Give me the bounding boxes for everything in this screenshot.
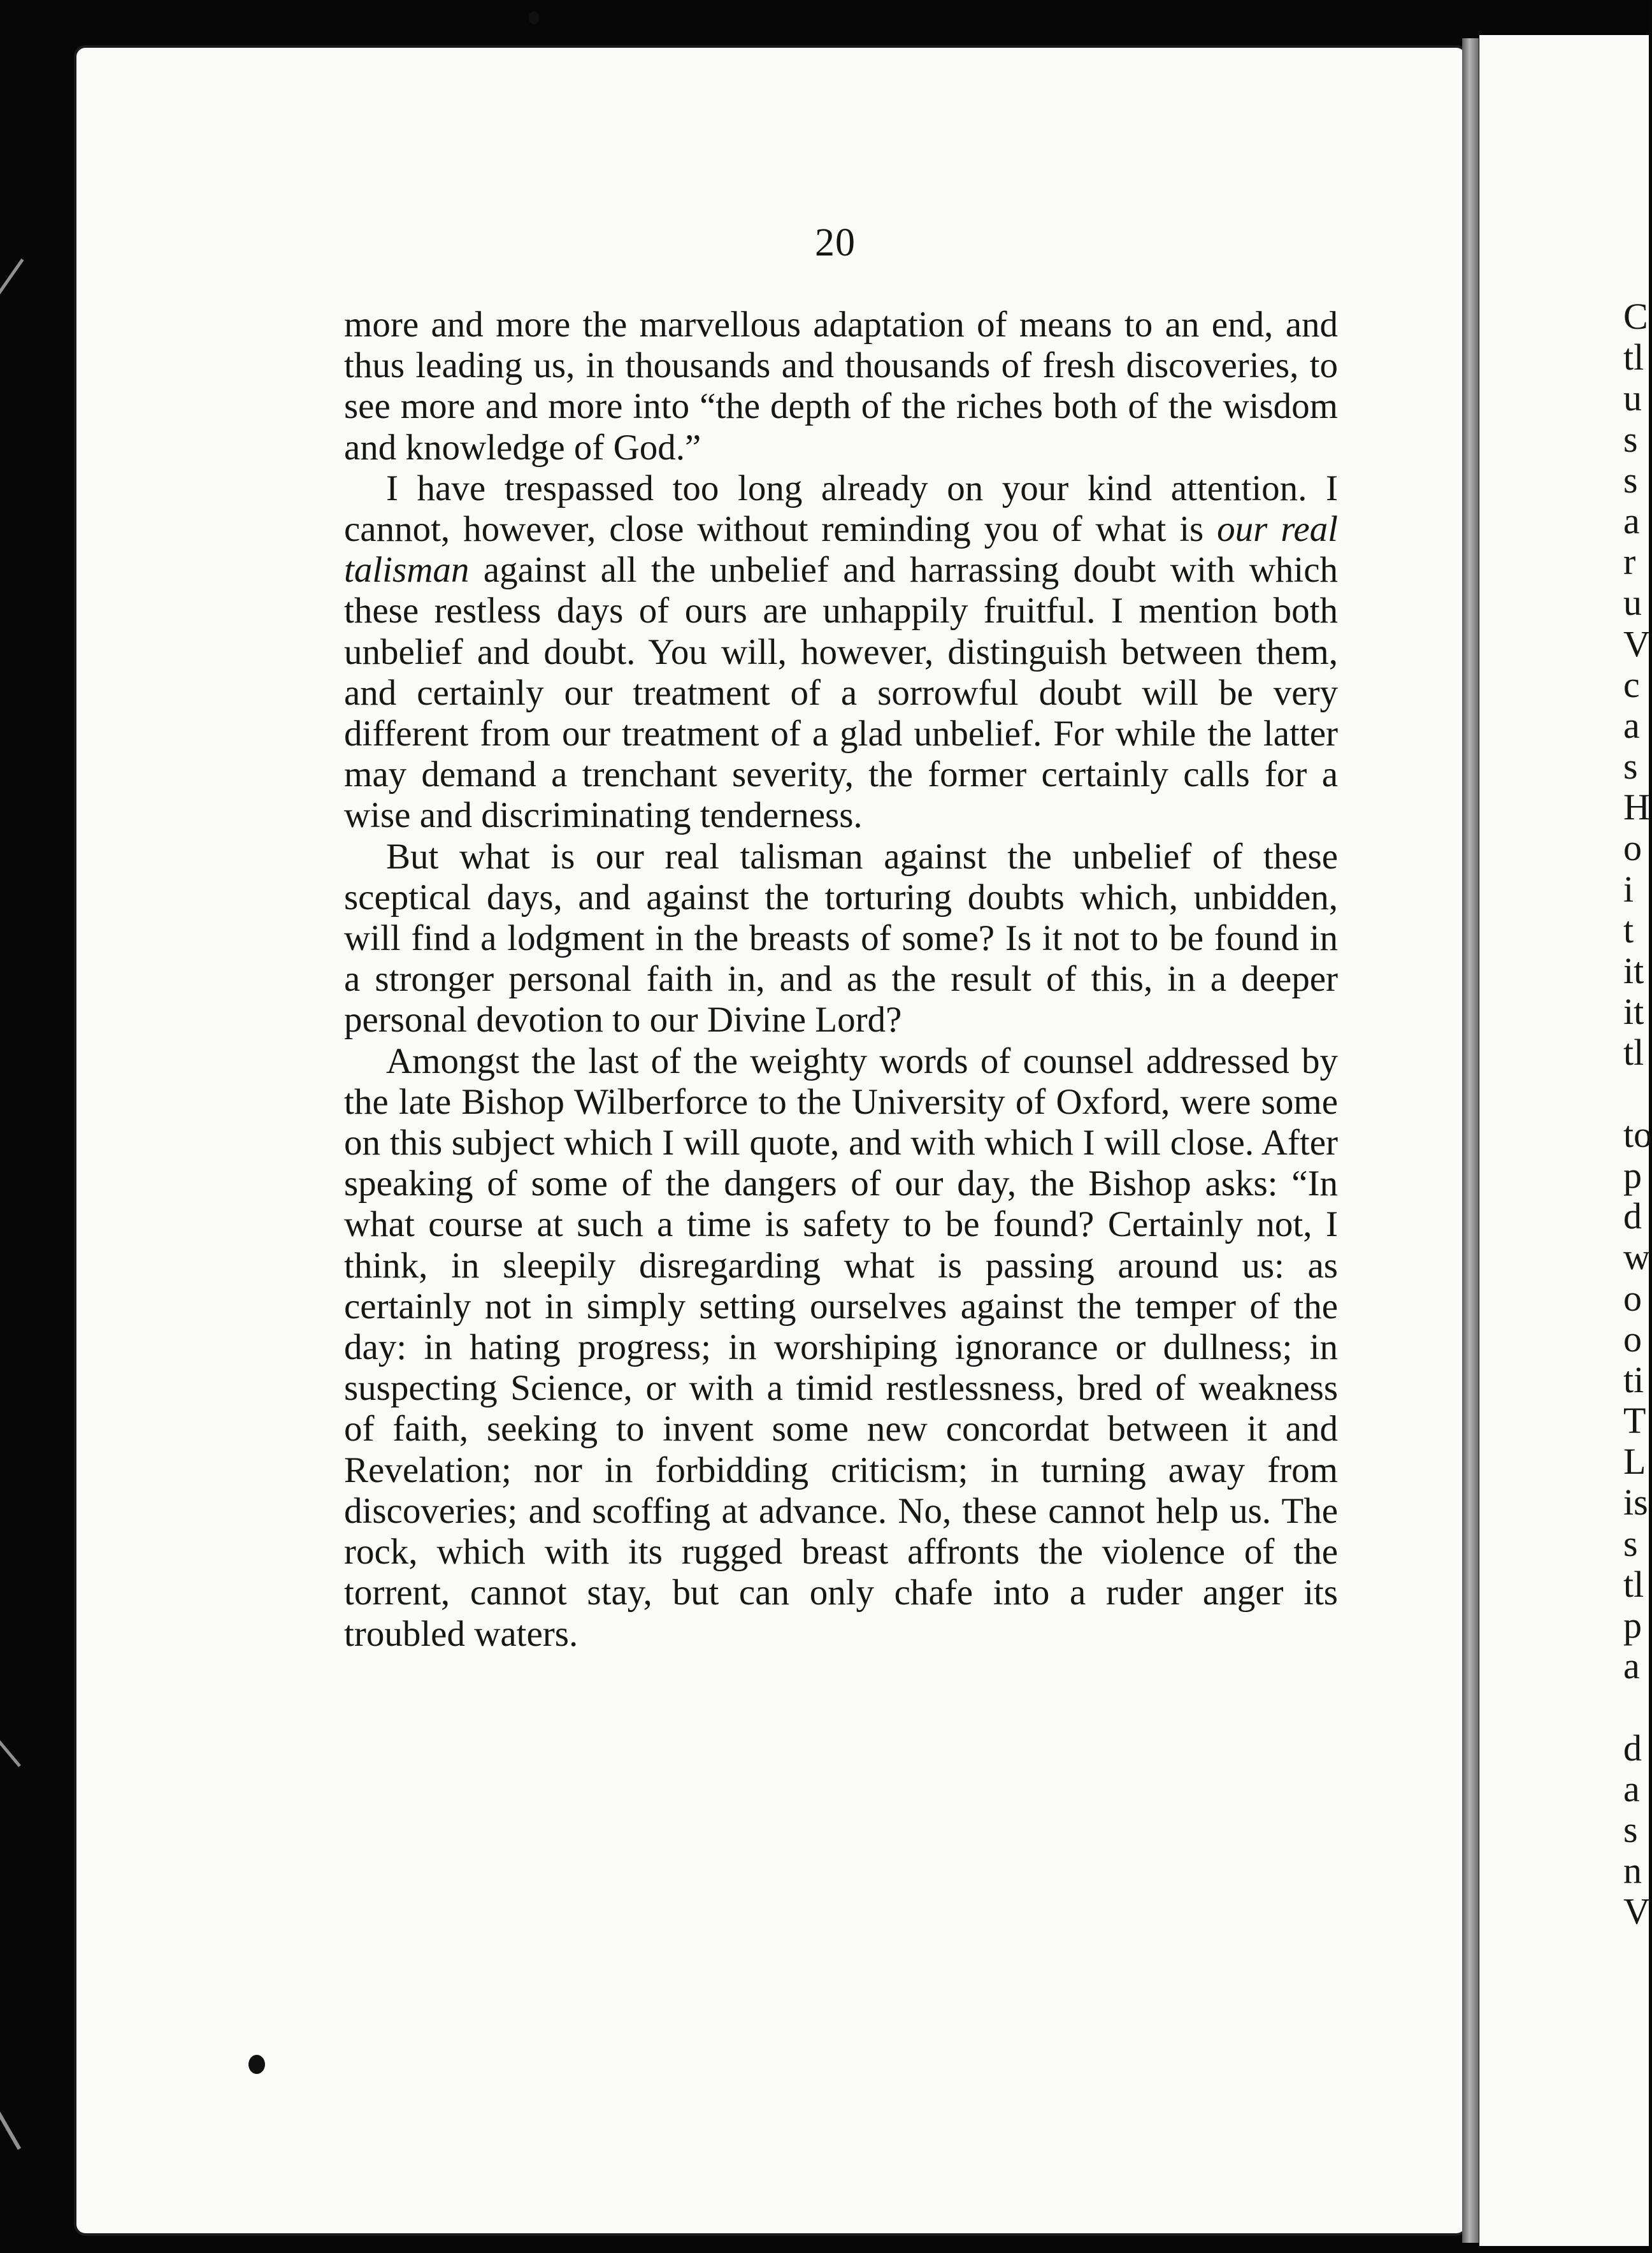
facing-page-fragment <box>1623 1074 1649 1114</box>
text-run: But what is our real talisman against the unbelief of these sceptical days, and against the torturing doubts which, unbidden, will find a lodgment in the breasts of some? Is it not to be found in a stronger personal faith in, and as the result of this, in a deeper personal devotion to our Divine Lord? <box>344 836 1338 1040</box>
facing-page-fragment: p <box>1623 1154 1642 1196</box>
page-number: 20 <box>815 221 856 264</box>
facing-page-fragment: a <box>1623 704 1640 746</box>
text-run: against all the unbelief and harrassing doubt with which these restless days of ours are unhappily fruitful. I mention both unbelief and doubt. You will, however, distinguish between them, and certainly our treatment of a sorrowful doubt will be very different from our treatment of a glad unbelief. For while the latter may demand a trenchant severity, the former certainly calls for a wise and discriminating tenderness. <box>344 550 1338 836</box>
paragraph <box>344 837 1338 1041</box>
facing-page-fragment: s <box>1623 418 1638 460</box>
paragraph <box>344 1041 1338 1655</box>
facing-page-fragment: p <box>1623 1604 1642 1646</box>
body-text <box>344 305 1338 1655</box>
facing-page-fragment: tl <box>1623 1032 1644 1074</box>
facing-page-fragment: d <box>1623 1195 1642 1237</box>
facing-page-fragment: it <box>1623 991 1644 1033</box>
facing-page-fragment: o <box>1623 1318 1642 1360</box>
facing-page-fragment: s <box>1623 1522 1638 1564</box>
facing-page-fragment: ti <box>1623 1358 1644 1400</box>
book-gutter <box>1462 38 1479 2243</box>
facing-page-fragment: it <box>1623 950 1644 991</box>
facing-page-fragment: n <box>1623 1850 1642 1892</box>
facing-page-fragment: a <box>1623 1767 1640 1810</box>
facing-page-fragment: C <box>1623 296 1648 337</box>
facing-page-fragment: H <box>1623 786 1650 828</box>
facing-page-fragment <box>1623 1687 1649 1727</box>
facing-page-fragments <box>1623 296 1652 1933</box>
facing-page-fragment: o <box>1623 827 1642 869</box>
facing-page-fragment: i <box>1623 868 1634 910</box>
facing-page-fragment: w <box>1623 1236 1650 1278</box>
text-run: I have trespassed too long already on your kind attention. I cannot, however, close without reminding you of what is <box>344 468 1338 550</box>
facing-page-fragment: d <box>1623 1727 1642 1769</box>
ink-speck <box>529 11 539 24</box>
facing-page-fragment: a <box>1623 1645 1640 1687</box>
paragraph <box>344 305 1338 468</box>
facing-page-fragment: t <box>1623 909 1634 951</box>
facing-page-fragment: T <box>1623 1400 1646 1442</box>
facing-page-fragment: tl <box>1623 336 1644 378</box>
italic-phrase: our real talisman <box>344 509 1338 591</box>
facing-page-fragment: tl <box>1623 1563 1644 1605</box>
facing-page-fragment: to <box>1623 1113 1652 1155</box>
facing-page-fragment: r <box>1623 541 1636 583</box>
facing-page-fragment: is <box>1623 1481 1648 1523</box>
facing-page-fragment: V <box>1623 1890 1650 1933</box>
facing-page-fragment: s <box>1623 1808 1638 1850</box>
ink-speck <box>248 2055 265 2074</box>
facing-page-fragment: L <box>1623 1441 1646 1483</box>
text-run: more and more the marvellous adaptation of means to an end, and thus leading us, in thousands and thousands of fresh discoveries, to see more and more into “the depth of the riches both of the wisdom and knowledge of God.” <box>344 305 1338 468</box>
facing-page-fragment: V <box>1623 623 1650 665</box>
facing-page-fragment: s <box>1623 745 1638 788</box>
facing-page-fragment: o <box>1623 1277 1642 1319</box>
paragraph <box>344 468 1338 837</box>
facing-page-fragment: u <box>1623 582 1642 624</box>
text-run: Amongst the last of the weighty words of counsel addressed by the late Bishop Wilberforce to the University of Oxford, were some on this subject which I will quote, and with which I will close. After speaking of some of the dangers of our day, the Bishop asks: “In what course at such a time is safety to be found? Certainly not, I think, in sleepily disregarding what is passing around us: as certainly not in simply setting ourselves against the temper of the day: in hating progress; in worshiping ignorance or dullness; in suspecting Science, or with a timid restlessness, bred of weakness of faith, seeking to invent some new concordat between it and Revelation; nor in forbidding criticism; in turning away from discoveries; and scoffing at advance. No, these cannot help us. The rock, which with its rugged breast affronts the violence of the torrent, cannot stay, but can only chafe into a ruder anger its troubled waters. <box>344 1040 1338 1654</box>
facing-page-fragment: c <box>1623 663 1640 705</box>
facing-page-fragment: s <box>1623 459 1638 501</box>
facing-page-fragment: u <box>1623 377 1642 419</box>
facing-page-fragment: a <box>1623 500 1640 542</box>
